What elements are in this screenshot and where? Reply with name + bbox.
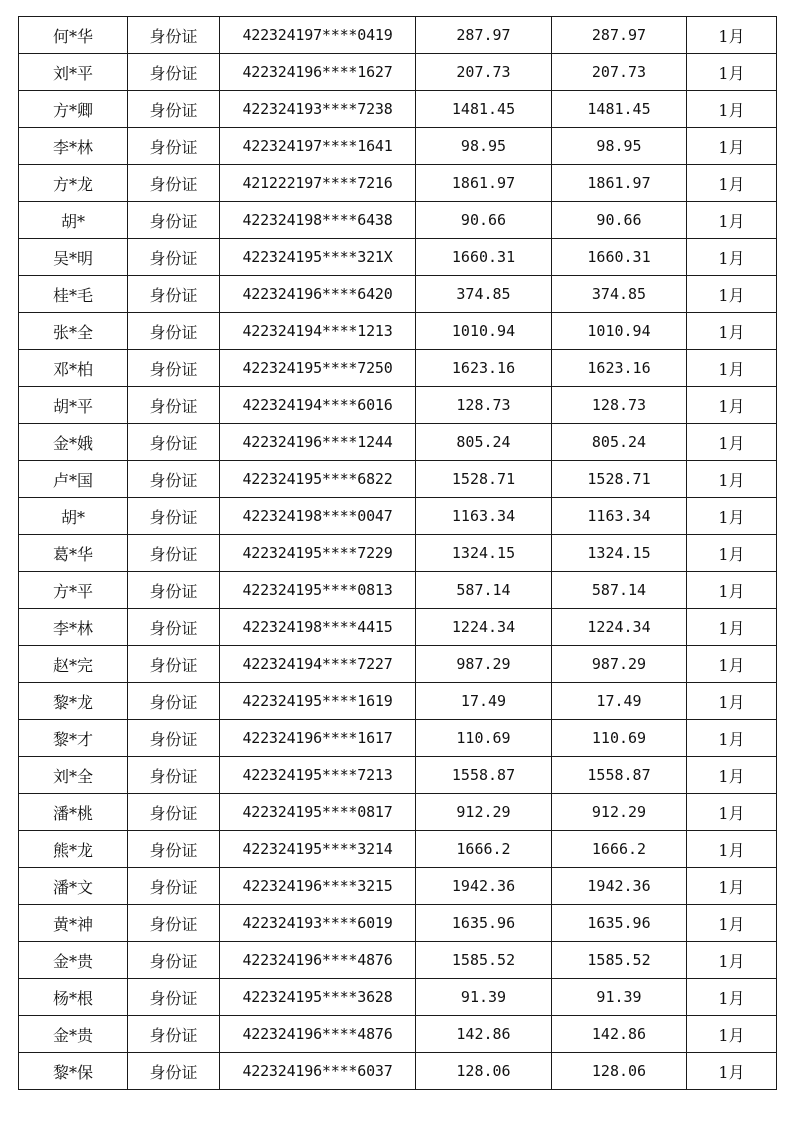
amount-cell: 1528.71 (416, 461, 552, 498)
table-row (19, 387, 777, 424)
table-row (19, 128, 777, 165)
name-cell: 桂*毛 (19, 276, 128, 313)
id-number-cell: 422324195****7250 (220, 350, 416, 387)
id-type-cell: 身份证 (128, 646, 220, 683)
id-type-cell: 身份证 (128, 350, 220, 387)
id-type-cell: 身份证 (128, 683, 220, 720)
name-cell: 赵*完 (19, 646, 128, 683)
name-cell: 吴*明 (19, 239, 128, 276)
amount-cell: 374.85 (416, 276, 552, 313)
id-type-cell: 身份证 (128, 609, 220, 646)
amount-paid-cell: 912.29 (552, 794, 687, 831)
amount-cell: 287.97 (416, 17, 552, 54)
name-cell: 李*林 (19, 609, 128, 646)
id-type-cell: 身份证 (128, 387, 220, 424)
month-cell: 1月 (687, 276, 777, 313)
id-number-cell: 422324197****1641 (220, 128, 416, 165)
document-page (18, 16, 776, 1090)
name-cell: 潘*文 (19, 868, 128, 905)
id-type-cell: 身份证 (128, 91, 220, 128)
amount-paid-cell: 1942.36 (552, 868, 687, 905)
amount-paid-cell: 805.24 (552, 424, 687, 461)
table-row (19, 535, 777, 572)
amount-paid-cell: 1635.96 (552, 905, 687, 942)
amount-paid-cell: 142.86 (552, 1016, 687, 1053)
id-number-cell: 422324195****6822 (220, 461, 416, 498)
amount-paid-cell: 1224.34 (552, 609, 687, 646)
amount-paid-cell: 1666.2 (552, 831, 687, 868)
amount-paid-cell: 98.95 (552, 128, 687, 165)
amount-paid-cell: 128.73 (552, 387, 687, 424)
table-row (19, 572, 777, 609)
amount-cell: 1558.87 (416, 757, 552, 794)
id-type-cell: 身份证 (128, 572, 220, 609)
id-type-cell: 身份证 (128, 313, 220, 350)
id-type-cell: 身份证 (128, 202, 220, 239)
amount-cell: 1635.96 (416, 905, 552, 942)
amount-cell: 17.49 (416, 683, 552, 720)
name-cell: 李*林 (19, 128, 128, 165)
amount-cell: 587.14 (416, 572, 552, 609)
name-cell: 刘*全 (19, 757, 128, 794)
month-cell: 1月 (687, 461, 777, 498)
table-row (19, 942, 777, 979)
id-type-cell: 身份证 (128, 720, 220, 757)
id-number-cell: 422324193****7238 (220, 91, 416, 128)
month-cell: 1月 (687, 683, 777, 720)
table-row (19, 1016, 777, 1053)
id-number-cell: 422324196****6420 (220, 276, 416, 313)
amount-cell: 128.06 (416, 1053, 552, 1090)
id-number-cell: 422324195****3628 (220, 979, 416, 1016)
amount-cell: 90.66 (416, 202, 552, 239)
name-cell: 金*娥 (19, 424, 128, 461)
table-row (19, 498, 777, 535)
table-row (19, 461, 777, 498)
name-cell: 黎*龙 (19, 683, 128, 720)
table-row (19, 757, 777, 794)
month-cell: 1月 (687, 128, 777, 165)
table-row (19, 313, 777, 350)
amount-paid-cell: 110.69 (552, 720, 687, 757)
name-cell: 金*贵 (19, 1016, 128, 1053)
month-cell: 1月 (687, 239, 777, 276)
id-type-cell: 身份证 (128, 461, 220, 498)
id-type-cell: 身份证 (128, 424, 220, 461)
id-type-cell: 身份证 (128, 535, 220, 572)
table-row (19, 165, 777, 202)
name-cell: 方*卿 (19, 91, 128, 128)
name-cell: 胡*平 (19, 387, 128, 424)
name-cell: 潘*桃 (19, 794, 128, 831)
id-number-cell: 422324196****1617 (220, 720, 416, 757)
amount-paid-cell: 90.66 (552, 202, 687, 239)
name-cell: 黎*保 (19, 1053, 128, 1090)
id-number-cell: 422324195****3214 (220, 831, 416, 868)
amount-paid-cell: 374.85 (552, 276, 687, 313)
id-number-cell: 422324196****4876 (220, 1016, 416, 1053)
amount-cell: 1660.31 (416, 239, 552, 276)
month-cell: 1月 (687, 350, 777, 387)
amount-paid-cell: 287.97 (552, 17, 687, 54)
name-cell: 胡* (19, 202, 128, 239)
name-cell: 黄*神 (19, 905, 128, 942)
id-type-cell: 身份证 (128, 942, 220, 979)
table-row (19, 1053, 777, 1090)
amount-cell: 110.69 (416, 720, 552, 757)
month-cell: 1月 (687, 1016, 777, 1053)
id-number-cell: 422324196****1627 (220, 54, 416, 91)
name-cell: 卢*国 (19, 461, 128, 498)
month-cell: 1月 (687, 905, 777, 942)
amount-cell: 91.39 (416, 979, 552, 1016)
month-cell: 1月 (687, 757, 777, 794)
id-number-cell: 422324194****6016 (220, 387, 416, 424)
id-number-cell: 422324195****0813 (220, 572, 416, 609)
payment-table (18, 16, 777, 1090)
table-row (19, 868, 777, 905)
id-type-cell: 身份证 (128, 54, 220, 91)
table-row (19, 424, 777, 461)
amount-paid-cell: 128.06 (552, 1053, 687, 1090)
table-body (19, 17, 777, 1090)
id-type-cell: 身份证 (128, 757, 220, 794)
name-cell: 张*全 (19, 313, 128, 350)
id-type-cell: 身份证 (128, 979, 220, 1016)
id-type-cell: 身份证 (128, 128, 220, 165)
amount-cell: 1861.97 (416, 165, 552, 202)
id-type-cell: 身份证 (128, 1053, 220, 1090)
id-number-cell: 422324198****0047 (220, 498, 416, 535)
table-row (19, 905, 777, 942)
table-row (19, 794, 777, 831)
name-cell: 何*华 (19, 17, 128, 54)
amount-paid-cell: 17.49 (552, 683, 687, 720)
month-cell: 1月 (687, 572, 777, 609)
month-cell: 1月 (687, 831, 777, 868)
name-cell: 方*龙 (19, 165, 128, 202)
month-cell: 1月 (687, 91, 777, 128)
name-cell: 方*平 (19, 572, 128, 609)
id-number-cell: 422324197****0419 (220, 17, 416, 54)
id-number-cell: 422324195****7213 (220, 757, 416, 794)
month-cell: 1月 (687, 535, 777, 572)
table-row (19, 831, 777, 868)
table-row (19, 239, 777, 276)
amount-paid-cell: 1861.97 (552, 165, 687, 202)
month-cell: 1月 (687, 313, 777, 350)
id-type-cell: 身份证 (128, 17, 220, 54)
amount-cell: 1481.45 (416, 91, 552, 128)
id-type-cell: 身份证 (128, 165, 220, 202)
amount-cell: 1224.34 (416, 609, 552, 646)
name-cell: 黎*才 (19, 720, 128, 757)
id-number-cell: 422324198****6438 (220, 202, 416, 239)
month-cell: 1月 (687, 720, 777, 757)
month-cell: 1月 (687, 1053, 777, 1090)
amount-cell: 1163.34 (416, 498, 552, 535)
table-row (19, 979, 777, 1016)
table-row (19, 202, 777, 239)
amount-cell: 1942.36 (416, 868, 552, 905)
id-number-cell: 421222197****7216 (220, 165, 416, 202)
amount-paid-cell: 1163.34 (552, 498, 687, 535)
amount-paid-cell: 91.39 (552, 979, 687, 1016)
amount-cell: 142.86 (416, 1016, 552, 1053)
month-cell: 1月 (687, 609, 777, 646)
id-number-cell: 422324196****6037 (220, 1053, 416, 1090)
name-cell: 邓*柏 (19, 350, 128, 387)
id-type-cell: 身份证 (128, 239, 220, 276)
month-cell: 1月 (687, 646, 777, 683)
id-type-cell: 身份证 (128, 831, 220, 868)
amount-cell: 1324.15 (416, 535, 552, 572)
amount-cell: 1623.16 (416, 350, 552, 387)
month-cell: 1月 (687, 979, 777, 1016)
id-number-cell: 422324198****4415 (220, 609, 416, 646)
amount-paid-cell: 1660.31 (552, 239, 687, 276)
month-cell: 1月 (687, 868, 777, 905)
amount-cell: 128.73 (416, 387, 552, 424)
id-number-cell: 422324193****6019 (220, 905, 416, 942)
table-row (19, 54, 777, 91)
amount-cell: 912.29 (416, 794, 552, 831)
table-row (19, 720, 777, 757)
id-number-cell: 422324195****1619 (220, 683, 416, 720)
amount-paid-cell: 1324.15 (552, 535, 687, 572)
id-type-cell: 身份证 (128, 905, 220, 942)
month-cell: 1月 (687, 202, 777, 239)
amount-paid-cell: 1481.45 (552, 91, 687, 128)
name-cell: 葛*华 (19, 535, 128, 572)
id-type-cell: 身份证 (128, 868, 220, 905)
table-row (19, 683, 777, 720)
id-number-cell: 422324196****1244 (220, 424, 416, 461)
id-number-cell: 422324195****321X (220, 239, 416, 276)
amount-paid-cell: 1585.52 (552, 942, 687, 979)
table-row (19, 17, 777, 54)
id-type-cell: 身份证 (128, 498, 220, 535)
amount-paid-cell: 1623.16 (552, 350, 687, 387)
table-row (19, 646, 777, 683)
id-number-cell: 422324195****0817 (220, 794, 416, 831)
amount-paid-cell: 987.29 (552, 646, 687, 683)
month-cell: 1月 (687, 424, 777, 461)
name-cell: 金*贵 (19, 942, 128, 979)
month-cell: 1月 (687, 942, 777, 979)
amount-paid-cell: 1010.94 (552, 313, 687, 350)
id-number-cell: 422324196****4876 (220, 942, 416, 979)
amount-cell: 1585.52 (416, 942, 552, 979)
month-cell: 1月 (687, 387, 777, 424)
amount-cell: 987.29 (416, 646, 552, 683)
table-row (19, 276, 777, 313)
amount-paid-cell: 207.73 (552, 54, 687, 91)
name-cell: 刘*平 (19, 54, 128, 91)
month-cell: 1月 (687, 498, 777, 535)
table-row (19, 350, 777, 387)
id-type-cell: 身份证 (128, 794, 220, 831)
id-number-cell: 422324194****7227 (220, 646, 416, 683)
table-row (19, 91, 777, 128)
id-number-cell: 422324195****7229 (220, 535, 416, 572)
id-number-cell: 422324194****1213 (220, 313, 416, 350)
name-cell: 胡* (19, 498, 128, 535)
name-cell: 杨*根 (19, 979, 128, 1016)
amount-paid-cell: 587.14 (552, 572, 687, 609)
id-type-cell: 身份证 (128, 1016, 220, 1053)
amount-cell: 207.73 (416, 54, 552, 91)
amount-paid-cell: 1558.87 (552, 757, 687, 794)
month-cell: 1月 (687, 794, 777, 831)
table-row (19, 609, 777, 646)
amount-cell: 98.95 (416, 128, 552, 165)
name-cell: 熊*龙 (19, 831, 128, 868)
month-cell: 1月 (687, 54, 777, 91)
id-type-cell: 身份证 (128, 276, 220, 313)
month-cell: 1月 (687, 165, 777, 202)
amount-cell: 1010.94 (416, 313, 552, 350)
amount-cell: 1666.2 (416, 831, 552, 868)
amount-paid-cell: 1528.71 (552, 461, 687, 498)
id-number-cell: 422324196****3215 (220, 868, 416, 905)
month-cell: 1月 (687, 17, 777, 54)
amount-cell: 805.24 (416, 424, 552, 461)
